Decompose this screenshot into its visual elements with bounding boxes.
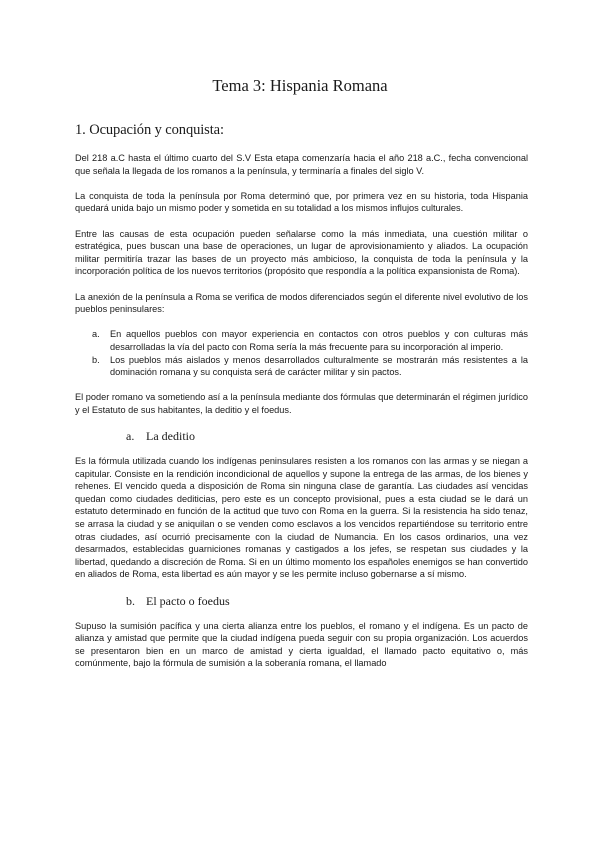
subsection-marker: b. [126,593,135,608]
paragraph: Supuso la sumisión pacífica y una cierta alianza entre los pueblos, el romano y el indígena. Es un pacto de alianza y amistad que permite que la ciudad indígena pueda seguir con su propia organización. Los acuerdos se presentaron bien en un marco de amistad y cierta igualdad, el llamado pacto equitativo o, más comúnmente, bajo la fórmula de sumisión a la soberanía romana, el llamado [75,620,528,669]
subsection-heading-foedus [126,594,528,609]
paragraph: Es la fórmula utilizada cuando los indígenas peninsulares resisten a los romanos con las armas y se niegan a capitular. Consiste en la rendición incondicional de aquellos y supone la entrega de las armas, de los bienes y rehenes. El vencido queda a disposición de Roma sin ninguna clase de garantía. Las ciudades así vencidas quedan como ciudades dediticias, pero este es un concepto provisional, pues a esta ciudad se le dará un estatuto determinado en función de la actitud que tuvo con Roma en la guerra. Si la resistencia ha sido tenaz, se arrasa la ciudad y se aniquilan o se venden como esclavos a los vencidos repartiéndose su territorio entre otras ciudades, así ocurrió precisamente con la ciudad de Numancia. En los casos ordinarios, una vez desarmados, establecidas guarniciones romanas y castigados a los jefes, se respetan sus ciudades y la libertad, quedando a discreción de Roma. Si en un último momento los españoles enemigos se han convertido en aliados de Roma, esta libertad es aún mayor y se les permite incluso gobernarse a sí mismo. [75,456,528,580]
paragraph: Del 218 a.C hasta el último cuarto del S.V Esta etapa comenzaría hacia el año 218 a.C., fecha convencional que señala la llegada de los romanos a la península, y terminaría a finales del siglo V. [75,153,528,176]
paragraph: El poder romano va sometiendo así a la península mediante dos fórmulas que determinarán el régimen jurídico y el Estatuto de sus habitantes, la deditio y el foedus. [75,392,528,415]
subsection-marker: a. [126,429,135,444]
subsection-title: La deditio [146,429,195,444]
ordered-list [75,328,528,378]
paragraph: La conquista de toda la península por Roma determinó que, por primera vez en su historia, toda Hispania quedará unida bajo un mismo poder y sometida en su totalidad a los mismos influjos culturales. [75,190,528,214]
subsection-title: El pacto o foedus [146,593,230,608]
paragraph: La anexión de la península a Roma se verifica de modos diferenciados según el diferente nivel evolutivo de los pueblos peninsulares: [75,291,528,315]
list-marker: b. [92,354,100,365]
list-item-text: Los pueblos más aislados y menos desarrollados culturalmente se mostrarán más resistentes a la dominación romana y su conquista será de carácter militar y sin pactos. [110,354,528,378]
subsection-heading-deditio [126,429,528,444]
list-marker: a. [92,329,100,340]
list-item [92,328,528,353]
section-heading-ocupacion: 1. Ocupación y conquista: [75,122,224,138]
list-item-text: En aquellos pueblos con mayor experiencia en contactos con otros pueblos y con culturas más desarrolladas la vía del pacto con Roma sería la más frecuente para su incorporación al imperio. [110,329,528,352]
list-item [92,354,528,379]
page-title: Tema 3: Hispania Romana [212,76,388,95]
paragraph: Entre las causas de esta ocupación pueden señalarse como la más inmediata, una cuestión militar o estratégica, pues buscan una base de operaciones, un lugar de aprovisionamiento y aliados. La ocupación militar permitiría trazar las bases de un proyecto más ambicioso, la conquista de toda la península y la incorporación política de los nuevos territorios (propósito que respondía a la política expansionista de Roma). [75,228,528,277]
document-body [75,122,528,683]
